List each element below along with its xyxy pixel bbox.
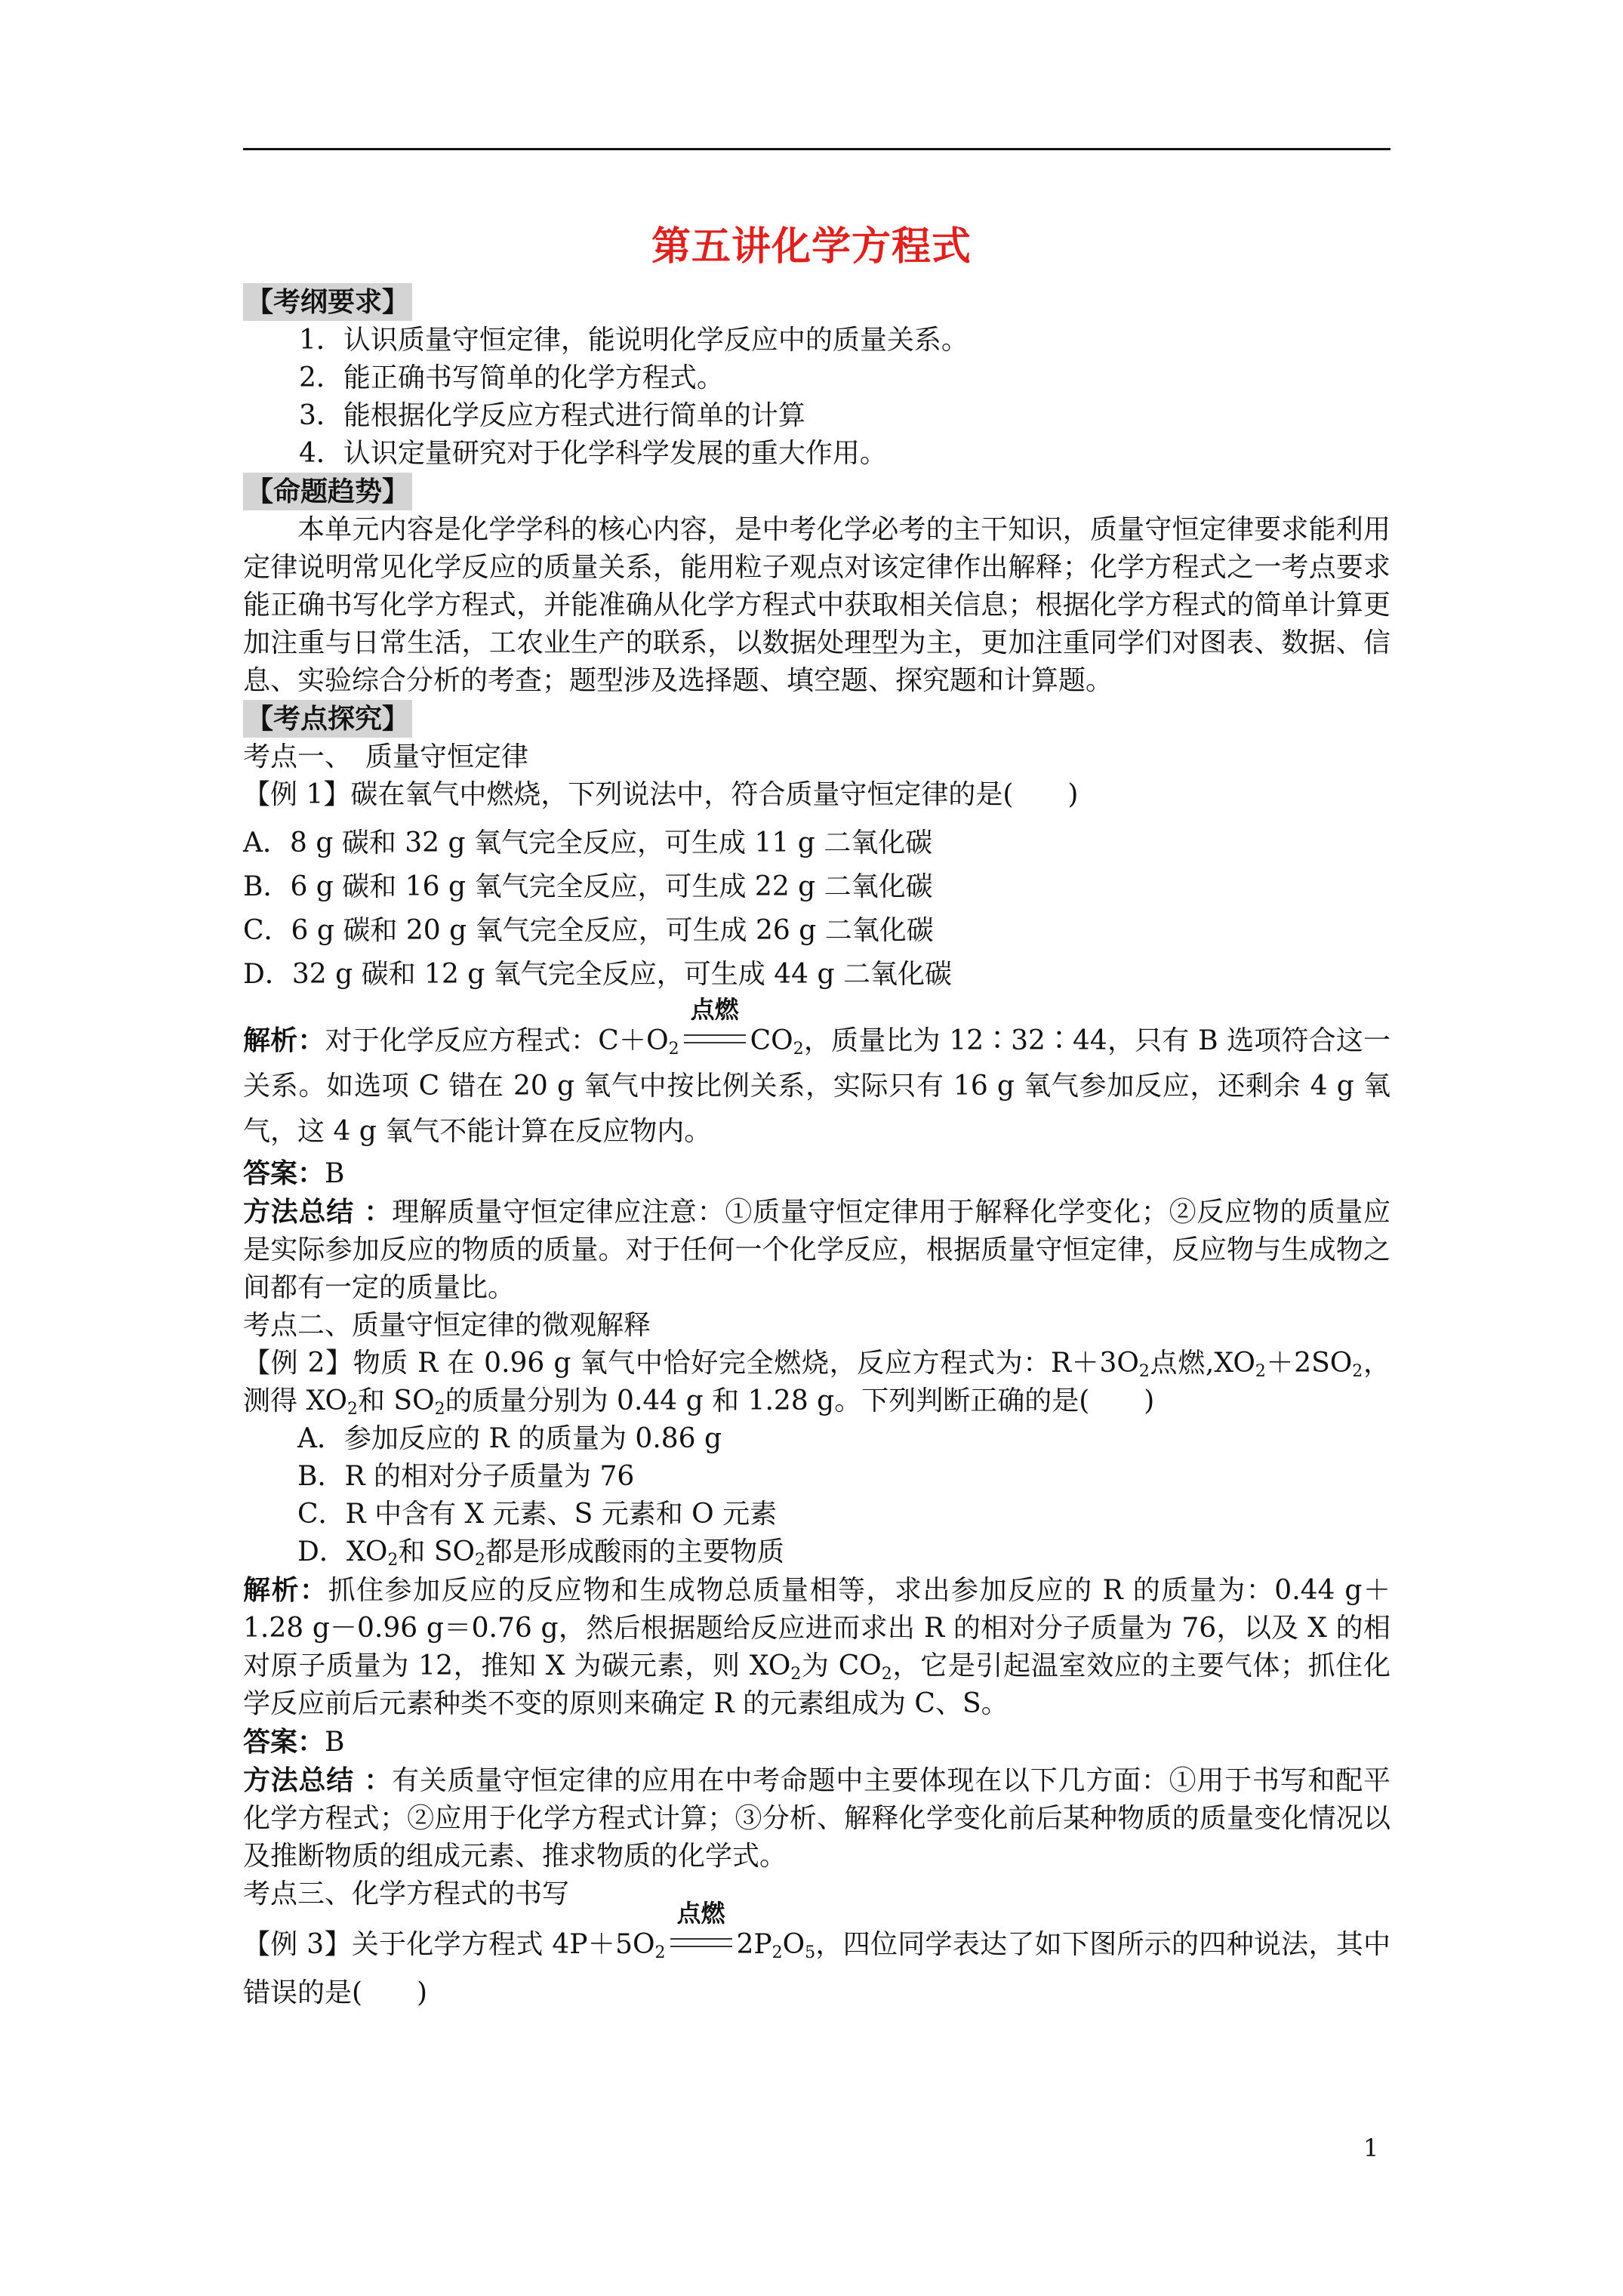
requirement-item: 2．能正确书写简单的化学方程式。 (299, 362, 724, 393)
example-2-answer: 答案：B (243, 1726, 345, 1758)
trends-paragraph: 本单元内容是化学学科的核心内容，是中考化学必考的主干知识，质量守恒定律要求能利用定律说明常见化学反应的质量关系，能用粒子观点对该定律作出解释；化学方程式之一考点要求能正确书写化学方程式，并能准确从化学方程式中获取相关信息；根据化学方程式的简单计算更加注重与日常生活，工农业生产的联系，以数据处理型为主，更加注重同学们对图表、数据、信息、实验综合分析的考查；题型涉及选择题、填空题、探究题和计算题。 (243, 514, 1390, 696)
example-1-option-c: C．6 g 碳和 20 g 氧气完全反应，可生成 26 g 二氧化碳 (243, 915, 934, 946)
knowledge-point-2: 考点二、质量守恒定律的微观解释 (243, 1310, 651, 1341)
requirement-item: 1．认识质量守恒定律，能说明化学反应中的质量关系。 (299, 325, 969, 356)
page-number: 1 (1363, 2134, 1379, 2162)
document-body (243, 283, 1390, 2017)
example-3-question: 【例 3】关于化学方程式 $4P+5O_2$ 点燃 $2P_2O_5$，四位同学表达了如下图所示的四种说法，其中错误的是( ) (243, 1899, 1390, 2008)
header-rule (243, 148, 1390, 150)
section-heading-requirements: 【考纲要求】 (243, 283, 1390, 322)
example-2-option-d: D．$XO_2$和 $SO_2$都是形成酸雨的主要物质 (297, 1536, 785, 1570)
example-2-summary: 方法总结 ：有关质量守恒定律的应用在中考命题中主要体现在以下几方面：①用于书写和配平化学方程式；②应用于化学方程式计算；③分析、解释化学变化前后某种物质的质量变化情况以及推断物质的组成元素、推求物质的化学式。 (243, 1764, 1390, 1872)
example-1-answer: 答案：B (243, 1157, 345, 1189)
requirement-item: 4．认识定量研究对于化学科学发展的重大作用。 (299, 438, 887, 469)
knowledge-point-1: 考点一、 质量守恒定律 (243, 741, 529, 772)
section-heading-trends: 【命题趋势】 (243, 473, 1390, 511)
page-title: 第五讲化学方程式 (651, 223, 972, 270)
knowledge-point-3: 考点三、化学方程式的书写 (243, 1878, 570, 1909)
example-2-option-c: C．R 中含有 X 元素、S 元素和 O 元素 (297, 1499, 778, 1530)
example-2-option-b: B．R 的相对分子质量为 76 (297, 1461, 635, 1492)
section-heading-exploration: 【考点探究】 (243, 700, 1390, 738)
example-1-summary: 方法总结 ：理解质量守恒定律应注意：①质量守恒定律用于解释化学变化；②反应物的质量应是实际参加反应的物质的质量。对于任何一个化学反应，根据质量守恒定律，反应物与生成物之间都有一定的质量比。 (243, 1196, 1390, 1303)
example-1-analysis: 解析：对于化学反应方程式：$C+O_2$ 点燃 $CO_2$，质量比为 12∶32∶44，只有 B 选项符合这一关系。如选项 C 错在 20 g 氧气中按比例关系，实际只有 16 g 氧气参加反应，还剩余 4 g 氧气，这 4 g 氧气不能计算在反应物内。 (243, 995, 1390, 1147)
example-1-option-a: A．8 g 碳和 32 g 氧气完全反应，可生成 11 g 二氧化碳 (243, 827, 933, 858)
example-1-option-b: B．6 g 碳和 16 g 氧气完全反应，可生成 22 g 二氧化碳 (243, 871, 933, 902)
example-2-question: 【例 2】物质 R 在 0.96 g 氧气中恰好完全燃烧，反应方程式为：$R+3O_2$点燃$,XO_2+2SO_2$，测得 $XO_2$和 $SO_2$的质量分别为 0.44 g 和 1.28 g。下列判断正确的是( ) (243, 1348, 1390, 1419)
requirement-item: 3．能根据化学反应方程式进行简单的计算 (299, 400, 805, 431)
example-1-option-d: D．32 g 碳和 12 g 氧气完全反应，可生成 44 g 二氧化碳 (243, 959, 952, 990)
example-2-analysis: 解析：抓住参加反应的反应物和生成物总质量相等，求出参加反应的 R 的质量为：0.44 g＋1.28 g－0.96 g＝0.76 g，然后根据题给反应进而求出 R 的相对分子质量为 76，以及 X 的相对原子质量为 12，推知 X 为碳元素，则 $XO_2$为 $CO_2$，它是引起温室效应的主要气体；抓住化学反应前后元素种类不变的原则来确定 R 的元素组成为 C、S。 (243, 1574, 1390, 1719)
reaction-arrow: 点燃 (670, 1921, 732, 1969)
example-2-option-a: A．参加反应的 R 的质量为 0.86 g (297, 1423, 722, 1454)
reaction-arrow: 点燃 (684, 1019, 746, 1064)
example-1-question: 【例 1】碳在氧气中燃烧，下列说法中，符合质量守恒定律的是( ) (243, 779, 1079, 810)
